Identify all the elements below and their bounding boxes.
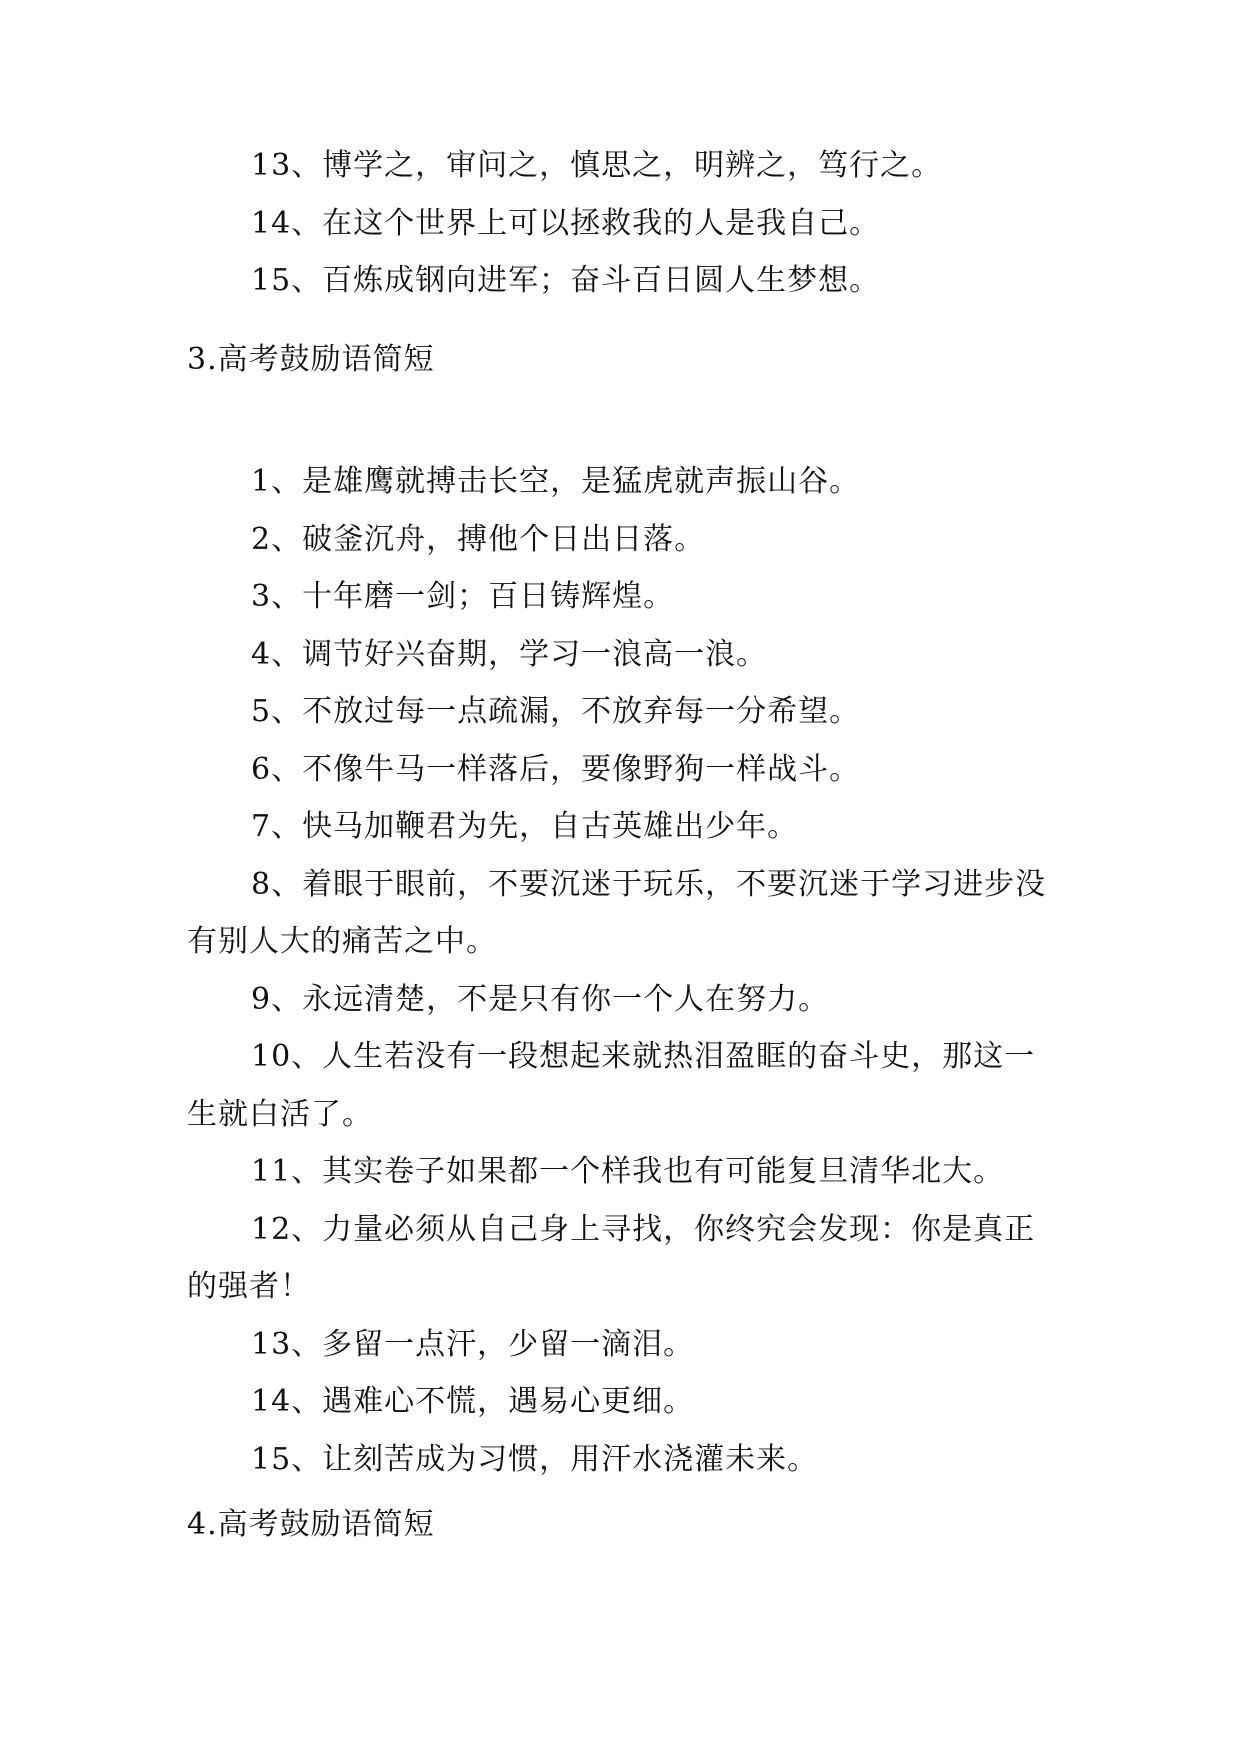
list-item: 12、力量必须从自己身上寻找，你终究会发现：你是真正的强者！ <box>187 1211 1036 1304</box>
list-item: 15、让刻苦成为习惯，用汗水浇灌未来。 <box>251 1441 819 1477</box>
list-item: 1、是雄鹰就搏击长空，是猛虎就声振山谷。 <box>251 464 861 499</box>
list-item: 13、博学之，审问之，慎思之，明辨之，笃行之。 <box>251 148 943 183</box>
section-2-tail-list <box>187 137 1057 310</box>
section-3-heading: 3.高考鼓励语简短 <box>187 342 435 377</box>
list-item: 11、其实卷子如果都一个样我也有可能复旦清华北大。 <box>251 1154 1005 1189</box>
list-item: 5、不放过每一点疏漏，不放弃每一分希望。 <box>251 694 861 729</box>
list-item: 6、不像牛马一样落后，要像野狗一样战斗。 <box>251 751 861 787</box>
list-item: 7、快马加鞭君为先，自古英雄出少年。 <box>251 809 799 844</box>
list-item: 15、百炼成钢向进军；奋斗百日圆人生梦想。 <box>251 263 881 298</box>
list-item: 14、在这个世界上可以拯救我的人是我自己。 <box>251 205 881 241</box>
list-item: 8、着眼于眼前，不要沉迷于玩乐，不要沉迷于学习进步没有别人大的痛苦之中。 <box>187 866 1047 959</box>
list-item: 9、永远清楚，不是只有你一个人在努力。 <box>251 981 830 1017</box>
list-item: 14、遇难心不慌，遇易心更细。 <box>251 1384 695 1419</box>
list-item: 3、十年磨一剑；百日铸辉煌。 <box>251 579 675 614</box>
section-3-list <box>187 453 1057 1488</box>
list-item: 13、多留一点汗，少留一滴泪。 <box>251 1326 695 1362</box>
list-item: 10、人生若没有一段想起来就热泪盈眶的奋斗史，那这一生就白活了。 <box>187 1039 1036 1132</box>
section-4-heading: 4.高考鼓励语简短 <box>187 1507 435 1542</box>
list-item: 2、破釜沉舟，搏他个日出日落。 <box>251 521 706 557</box>
list-item: 4、调节好兴奋期，学习一浪高一浪。 <box>251 636 768 672</box>
